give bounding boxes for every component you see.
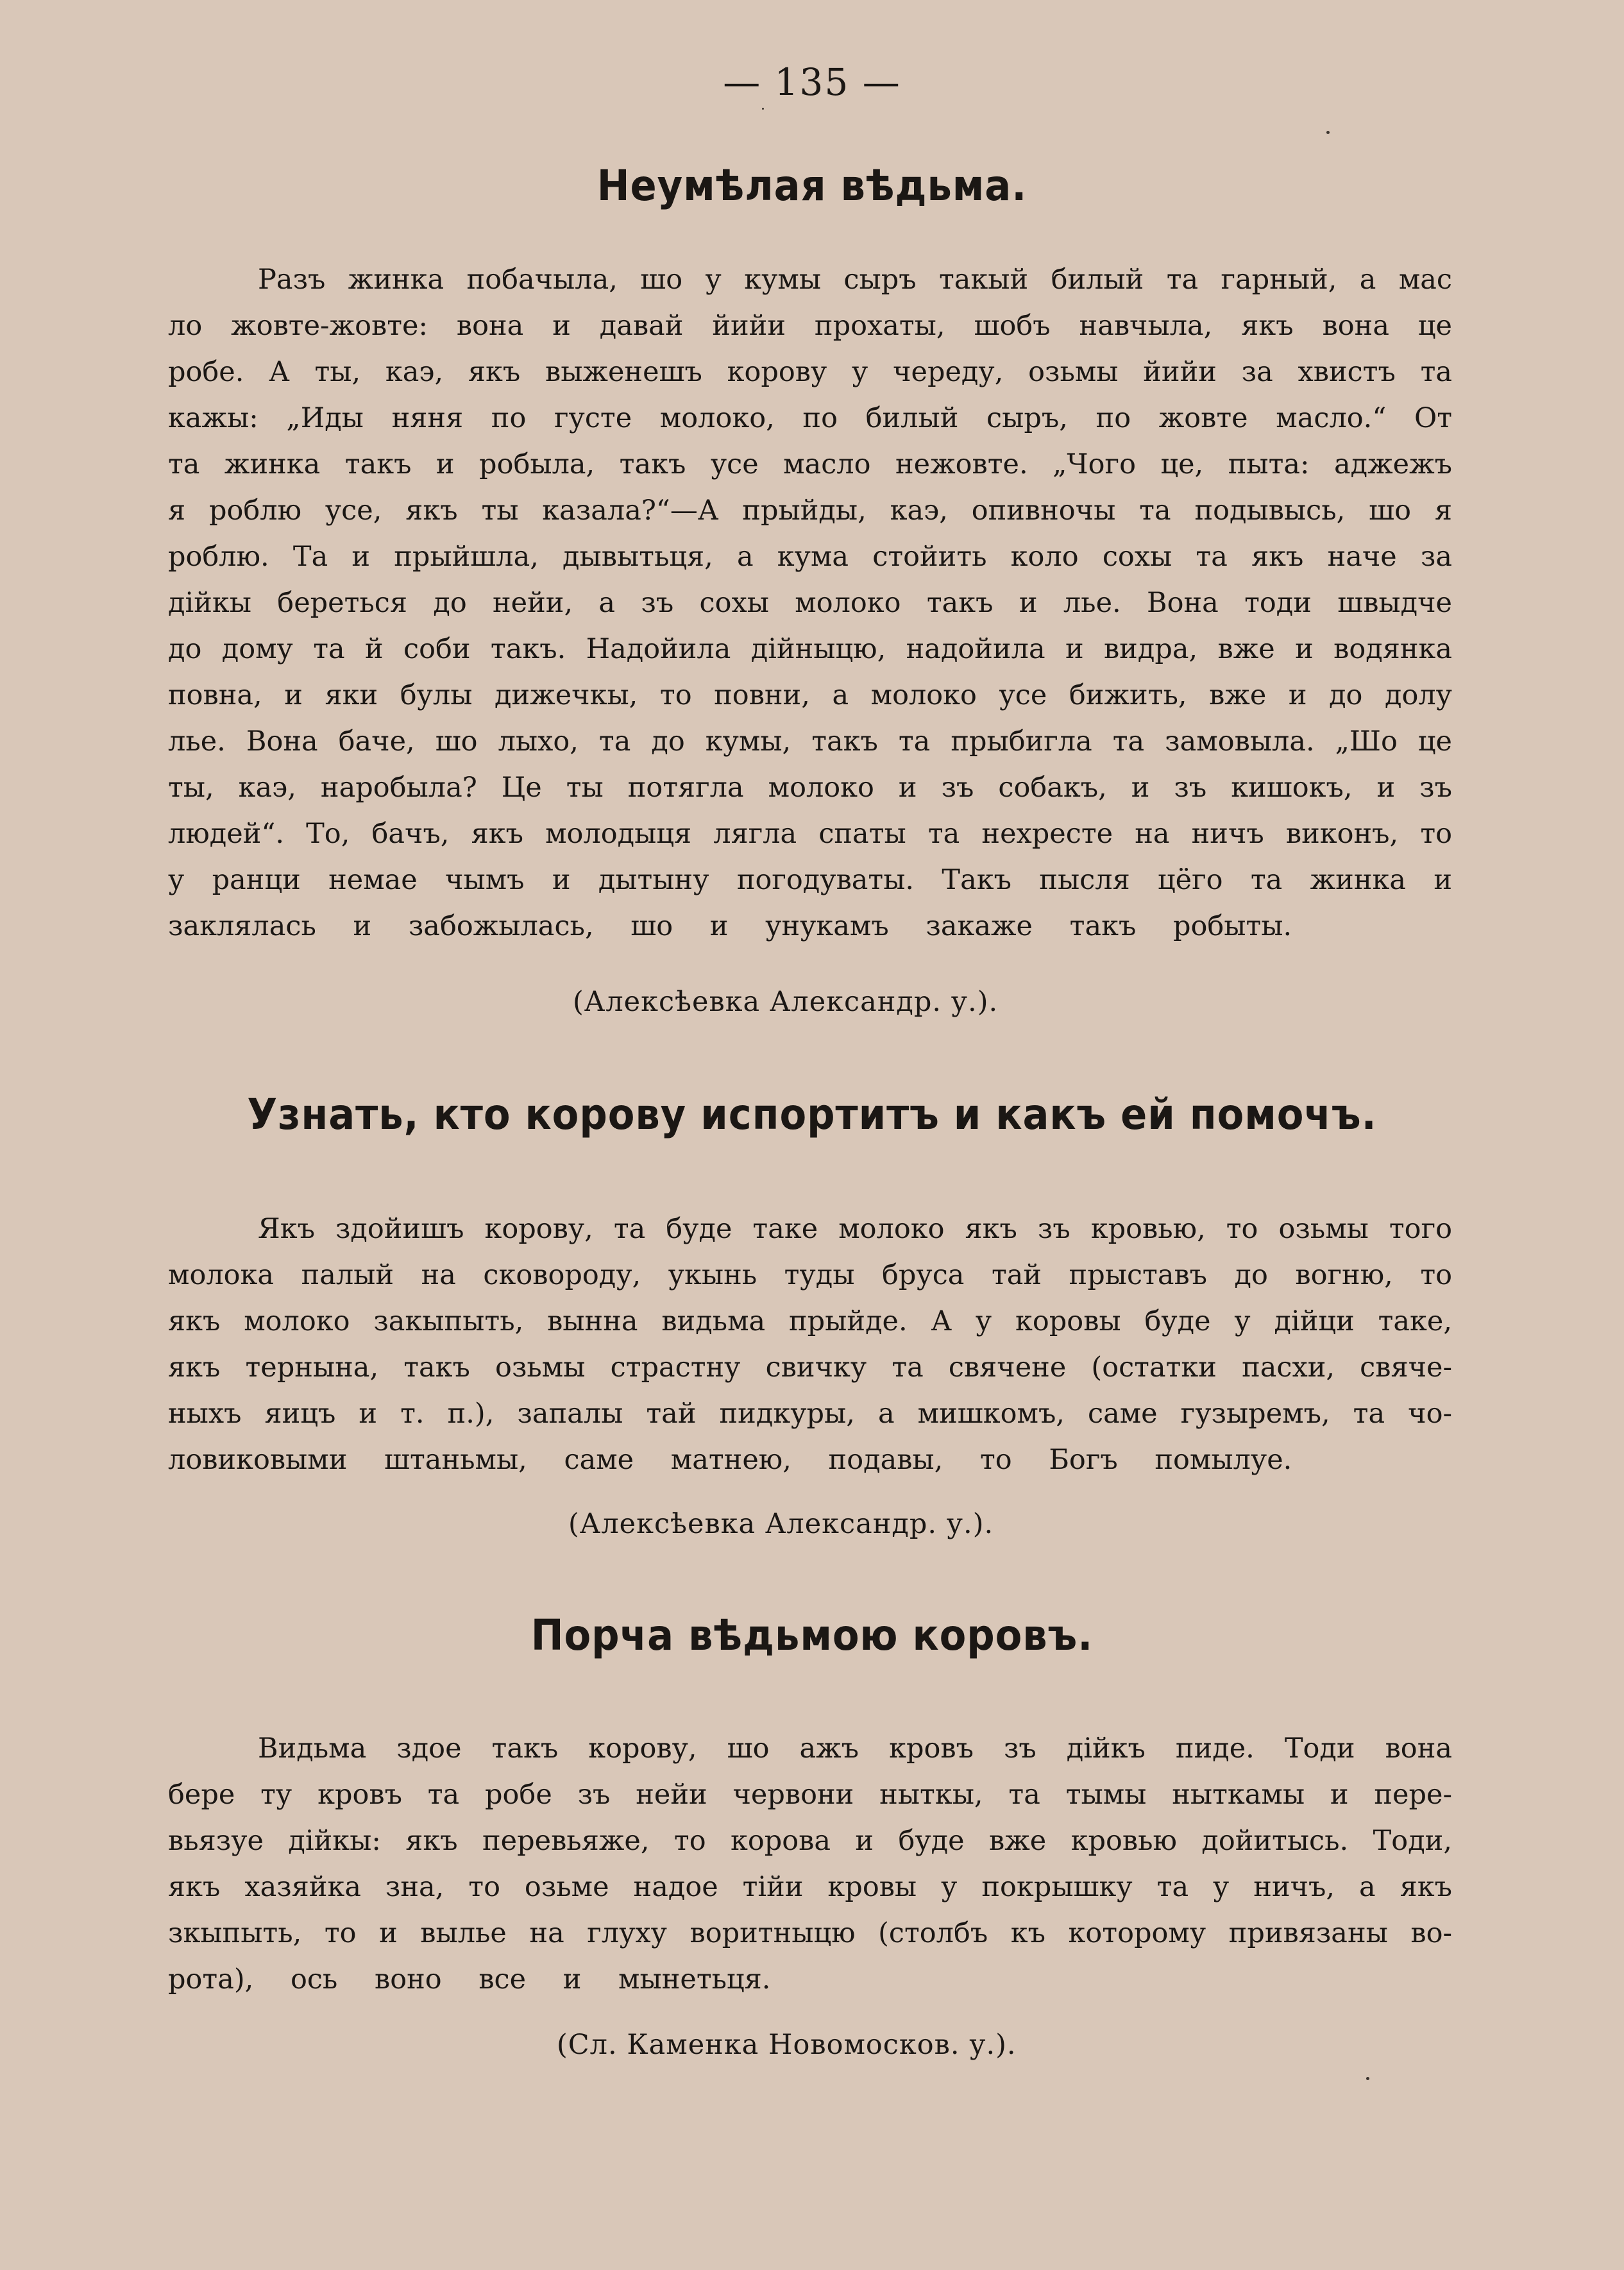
text-line: я роблю усе, якъ ты казала?“—А прыйды, каэ, опивночы та подывысь, шо я bbox=[168, 495, 1452, 527]
text-line: рота), ось воно все и мынетьця. bbox=[168, 1963, 771, 1995]
text-line: молока палый на сковороду, укынь туды бруса тай прыставъ до вогню, то bbox=[168, 1259, 1452, 1291]
section-body-unskilled-witch bbox=[168, 257, 1452, 949]
text-line: Видьма здое такъ корову, шо ажъ кровъ зъ дiйкъ пиде. Тоди вона bbox=[258, 1732, 1452, 1765]
source-note-witch-damage: (Сл. Каменка Новомосков. у.). bbox=[557, 2029, 1017, 2061]
section-body-witch-damage bbox=[168, 1725, 1452, 2003]
text-line: роблю. Та и прыйшла, дывытьця, а кума стойить коло сохы та якъ наче за bbox=[168, 541, 1452, 573]
section-body-spoiled-cow bbox=[168, 1206, 1452, 1483]
text-line: якъ молоко закыпыть, вынна видьма прыйде. А у коровы буде у дiйци таке, bbox=[168, 1305, 1452, 1337]
source-note-spoiled-cow: (Алексѣевка Александр. у.). bbox=[568, 1508, 994, 1540]
text-line: лье. Вона баче, шо лыхо, та до кумы, такъ та прыбигла та замовыла. „Шо це bbox=[168, 725, 1452, 758]
print-speck bbox=[1326, 131, 1330, 134]
text-line: робе. А ты, каэ, якъ выженешъ корову у череду, озьмы йийи за хвистъ та bbox=[168, 356, 1452, 388]
text-line: якъ хазяйка зна, то озьме надое тiйи кровы у покрышку та у ничъ, а якъ bbox=[168, 1871, 1452, 1903]
text-line: зкыпыть, то и вылье на глуху воритныцю (столбъ къ которому привязаны во- bbox=[168, 1917, 1452, 1949]
section-title-spoiled-cow: Узнать, кто корову испортитъ и какъ ей помочъ. bbox=[247, 1090, 1377, 1139]
source-note-unskilled-witch: (Алексѣевка Александр. у.). bbox=[573, 986, 999, 1018]
text-line: повна, и яки булы дижечкы, то повни, а молоко усе бижить, вже и до долу bbox=[168, 679, 1452, 711]
print-speck bbox=[762, 108, 764, 110]
page-number: — 135 — bbox=[723, 60, 901, 104]
text-line: та жинка такъ и робыла, такъ усе масло нежовте. „Чого це, пыта: аджежъ bbox=[168, 448, 1452, 480]
section-title-unskilled-witch: Неумѣлая вѣдьма. bbox=[596, 161, 1028, 210]
text-line: вьязуе дiйкы: якъ перевьяже, то корова и буде вже кровью дойитысь. Тоди, bbox=[168, 1825, 1452, 1857]
text-line: дiйкы береться до нейи, а зъ сохы молоко такъ и лье. Вона тоди швыдче bbox=[168, 587, 1452, 619]
text-line: якъ тернына, такъ озьмы страстну свичку та свячене (остатки пасхи, свяче- bbox=[168, 1351, 1452, 1384]
text-line: ловиковыми штаньмы, саме матнею, подавы, то Богъ помылуе. bbox=[168, 1444, 1292, 1476]
print-speck bbox=[1366, 2077, 1369, 2080]
text-line: Разъ жинка побачыла, шо у кумы сыръ такый билый та гарный, а мас bbox=[258, 264, 1452, 296]
text-line: до дому та й соби такъ. Надойила дiйныцю, надойила и видра, вже и водянка bbox=[168, 633, 1452, 665]
text-line: ныхъ яицъ и т. п.), запалы тай пидкуры, а мишкомъ, саме гузыремъ, та чо- bbox=[168, 1398, 1452, 1430]
text-line: бере ту кровъ та робе зъ нейи червони ныткы, та тымы ныткамы и пере- bbox=[168, 1779, 1452, 1811]
text-line: у ранци немае чымъ и дытыну погодуваты. Такъ пысля цёго та жинка и bbox=[168, 864, 1452, 896]
text-line: заклялась и забожылась, шо и унукамъ закаже такъ робыты. bbox=[168, 910, 1292, 942]
text-line: ло жовте-жовте: вона и давай йийи прохаты, шобъ навчыла, якъ вона це bbox=[168, 310, 1452, 342]
text-line: ты, каэ, наробыла? Це ты потягла молоко и зъ собакъ, и зъ кишокъ, и зъ bbox=[168, 772, 1452, 804]
text-line: Якъ здойишъ корову, та буде таке молоко якъ зъ кровью, то озьмы того bbox=[258, 1213, 1452, 1245]
text-line: людей“. То, бачъ, якъ молодыця лягла спаты та нехресте на ничъ виконъ, то bbox=[168, 818, 1452, 850]
text-line: кажы: „Иды няня по густе молоко, по билый сыръ, по жовте масло.“ От bbox=[168, 402, 1452, 434]
section-title-witch-damage: Порча вѣдьмою коровъ. bbox=[530, 1611, 1094, 1660]
